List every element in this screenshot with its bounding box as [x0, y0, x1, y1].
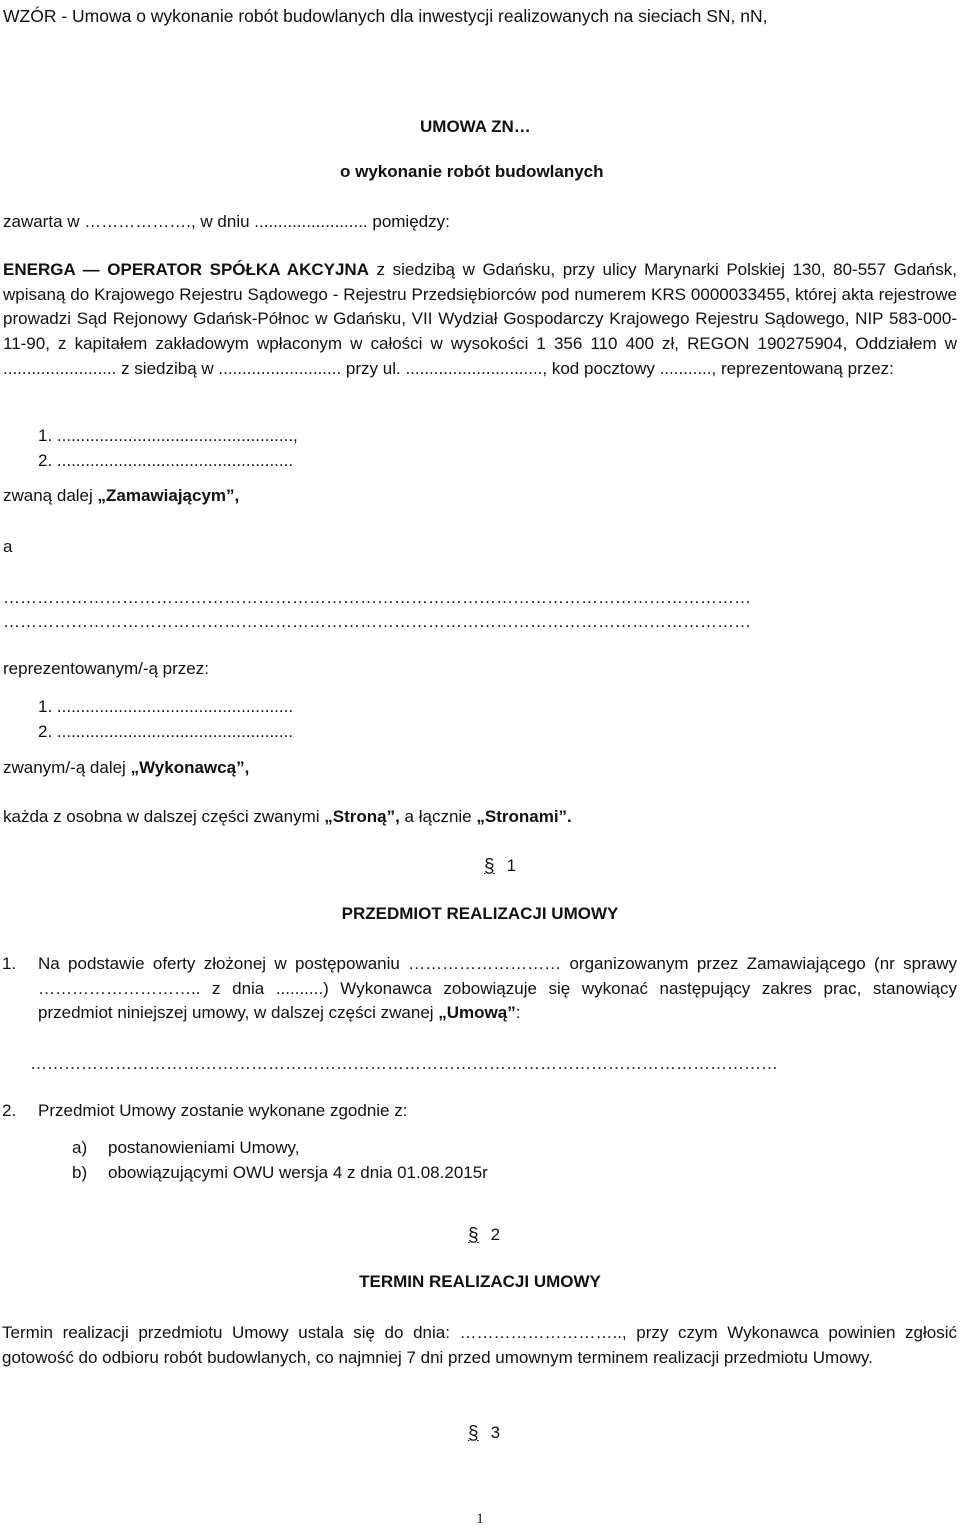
- scope-of-work-blank: ……………………………………………………………………………………………………………………: [30, 1054, 778, 1073]
- s1-point-2-number: 2.: [2, 1101, 17, 1120]
- contractor-rep-label: reprezentowanym/-ą przez:: [3, 659, 209, 678]
- contractor-designation: [3, 756, 957, 781]
- section-2-title: TERMIN REALIZACJI UMOWY: [359, 1272, 601, 1291]
- list-item: 1. ..................................................: [38, 697, 294, 716]
- page-number: 1: [476, 1511, 484, 1527]
- concluded-in-line: zawarta w ………………., w dniu ........................ pomiędzy:: [3, 212, 450, 231]
- section-1-title: PRZEDMIOT REALIZACJI UMOWY: [341, 904, 619, 923]
- contractor-details-blank: ……………………………………………………………………………………………………………………: [3, 612, 751, 631]
- section-sign-icon: §: [484, 856, 495, 877]
- list-item: b) obowiązującymi OWU wersja 4 z dnia 01.08.2015r: [72, 1162, 488, 1182]
- contractor-name-blank: ……………………………………………………………………………………………………………………: [3, 588, 751, 607]
- s1-sublist: [72, 1136, 488, 1185]
- contract-subtitle: o wykonanie robót budowlanych: [340, 162, 604, 181]
- designation-prefix: zwaną dalej: [3, 486, 98, 505]
- list-item: 2. ..................................................: [38, 450, 294, 470]
- document-header: WZÓR - Umowa o wykonanie robót budowlanych dla inwestycji realizowanych na sieciach SN, nN,: [3, 6, 768, 26]
- orderer-designation: [3, 484, 957, 509]
- designation-name: „Zamawiającym”,: [97, 486, 240, 505]
- s1-point-2-text: Przedmiot Umowy zostanie wykonane zgodnie z:: [38, 1101, 408, 1120]
- company-description: z siedzibą w Gdańsku, przy ulicy Marynarki Polskiej 130, 80-557 Gdańsk, wpisaną do Krajowego Rejestru Sądowego - Rejestru Przedsiębiorców pod numerem KRS 0000033455, której akta rejestrowe prowadzi Sąd Rejonowy Gdańsk-Północ w Gdańsku, VII Wydział Gospodarczy Krajowego Rejestru Sądowego, NIP 583-000-11-90, z kapitałem zakładowym wpłaconym w całości w wysokości 1 356 110 400 zł, REGON 190275904, Oddziałem w ........................ z siedzibą w .......................... przy ul. ............................., kod pocztowy ..........., reprezentowaną przez:: [3, 260, 957, 378]
- section-sign-icon: §: [468, 1225, 479, 1246]
- designation-prefix: zwanym/-ą dalej: [3, 758, 131, 777]
- definition-text: a łącznie: [399, 807, 477, 826]
- section-2-number: § 2: [468, 1222, 500, 1250]
- section-sign-icon: §: [468, 1423, 479, 1444]
- section-1-number: § 1: [484, 853, 516, 881]
- party-orderer-paragraph: [3, 258, 957, 381]
- parties-definition: [3, 805, 957, 830]
- term-agreement: „Umową”: [438, 1003, 516, 1023]
- section-3-number: § 3: [468, 1420, 500, 1448]
- definition-text: każda z osobna w dalszej części zwanymi: [3, 807, 325, 826]
- designation-name: „Wykonawcą”,: [130, 758, 250, 777]
- contract-title: UMOWA ZN…: [420, 117, 531, 136]
- term-party: „Stroną”,: [324, 807, 400, 826]
- s1-point-1-text: Na podstawie oferty złożonej w postępowaniu ……………………… organizowanym przez Zamawiającego (nr sprawy ……………………….. z dnia ..........) Wykonawca zobowiązuje się wykonać następujący zakres prac, stanowiący przedmiot niniejszej umowy, w dalszej części zwanej „Umową”:: [38, 954, 957, 1023]
- s1-point-1-number: 1.: [2, 954, 17, 973]
- list-item: 2. ..................................................: [38, 721, 294, 741]
- term-parties: „Stronami”.: [476, 807, 572, 826]
- list-item: a) postanowieniami Umowy,: [72, 1138, 300, 1157]
- orderer-representatives-list: [38, 424, 298, 473]
- s2-paragraph: Termin realizacji przedmiotu Umowy ustala się do dnia: ……………………….., przy czym Wykonawca powinien zgłosić gotowość do odbioru robót budowlanych, co najmniej 7 dni przed umownym terminem realizacji przedmiotu Umowy.: [2, 1323, 957, 1367]
- list-item: 1. ..................................................,: [38, 426, 298, 445]
- contractor-representatives-list: [38, 695, 293, 744]
- conjunction-and: a: [3, 537, 13, 556]
- company-name: ENERGA — OPERATOR SPÓŁKA AKCYJNA: [3, 260, 369, 279]
